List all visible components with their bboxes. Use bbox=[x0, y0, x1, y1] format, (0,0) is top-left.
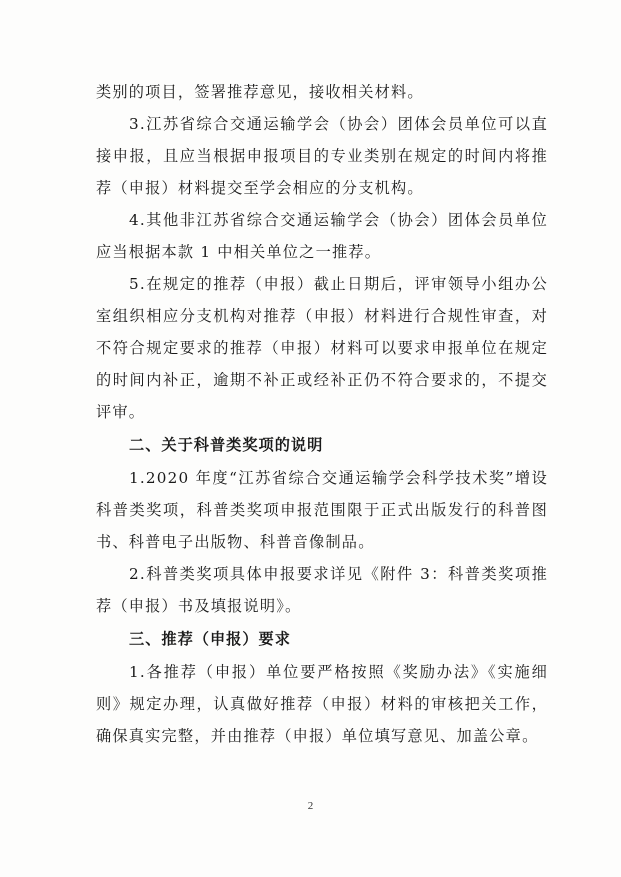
section-heading-3: 三、推荐（申报）要求 bbox=[129, 630, 291, 648]
document-body bbox=[96, 76, 548, 752]
paragraph-item-5: 5.在规定的推荐（申报）截止日期后，评审领导小组办公室组织相应分支机构对推荐（申报）材料进行合规性审查，对不符合规定要求的推荐（申报）材料可以要求申报单位在规定的时间内补正，逾期不补正或经补正仍不符合要求的，不提交评审。 bbox=[96, 275, 548, 421]
paragraph-science-2: 2.科普类奖项具体申报要求详见《附件 3：科普类奖项推荐（申报）书及填报说明》。 bbox=[96, 565, 548, 615]
paragraph-item-3: 3.江苏省综合交通运输学会（协会）团体会员单位可以直接申报，且应当根据申报项目的专业类别在规定的时间内将推荐（申报）材料提交至学会相应的分支机构。 bbox=[96, 115, 548, 197]
paragraph-science-1: 1.2020 年度“江苏省综合交通运输学会科学技术奖”增设科普类奖项，科普类奖项申报范围限于正式出版发行的科普图书、科普电子出版物、科普音像制品。 bbox=[96, 469, 548, 551]
paragraph-continuation: 类别的项目，签署推荐意见，接收相关材料。 bbox=[96, 83, 424, 101]
section-heading-2: 二、关于科普类奖项的说明 bbox=[129, 436, 324, 454]
paragraph-item-4: 4.其他非江苏省综合交通运输学会（协会）团体会员单位应当根据本款 1 中相关单位之一推荐。 bbox=[96, 211, 548, 261]
page-number: 2 bbox=[307, 800, 314, 812]
paragraph-requirement-1: 1.各推荐（申报）单位要严格按照《奖励办法》《实施细则》规定办理，认真做好推荐（申报）材料的审核把关工作，确保真实完整，并由推荐（申报）单位填写意见、加盖公章。 bbox=[96, 663, 548, 745]
